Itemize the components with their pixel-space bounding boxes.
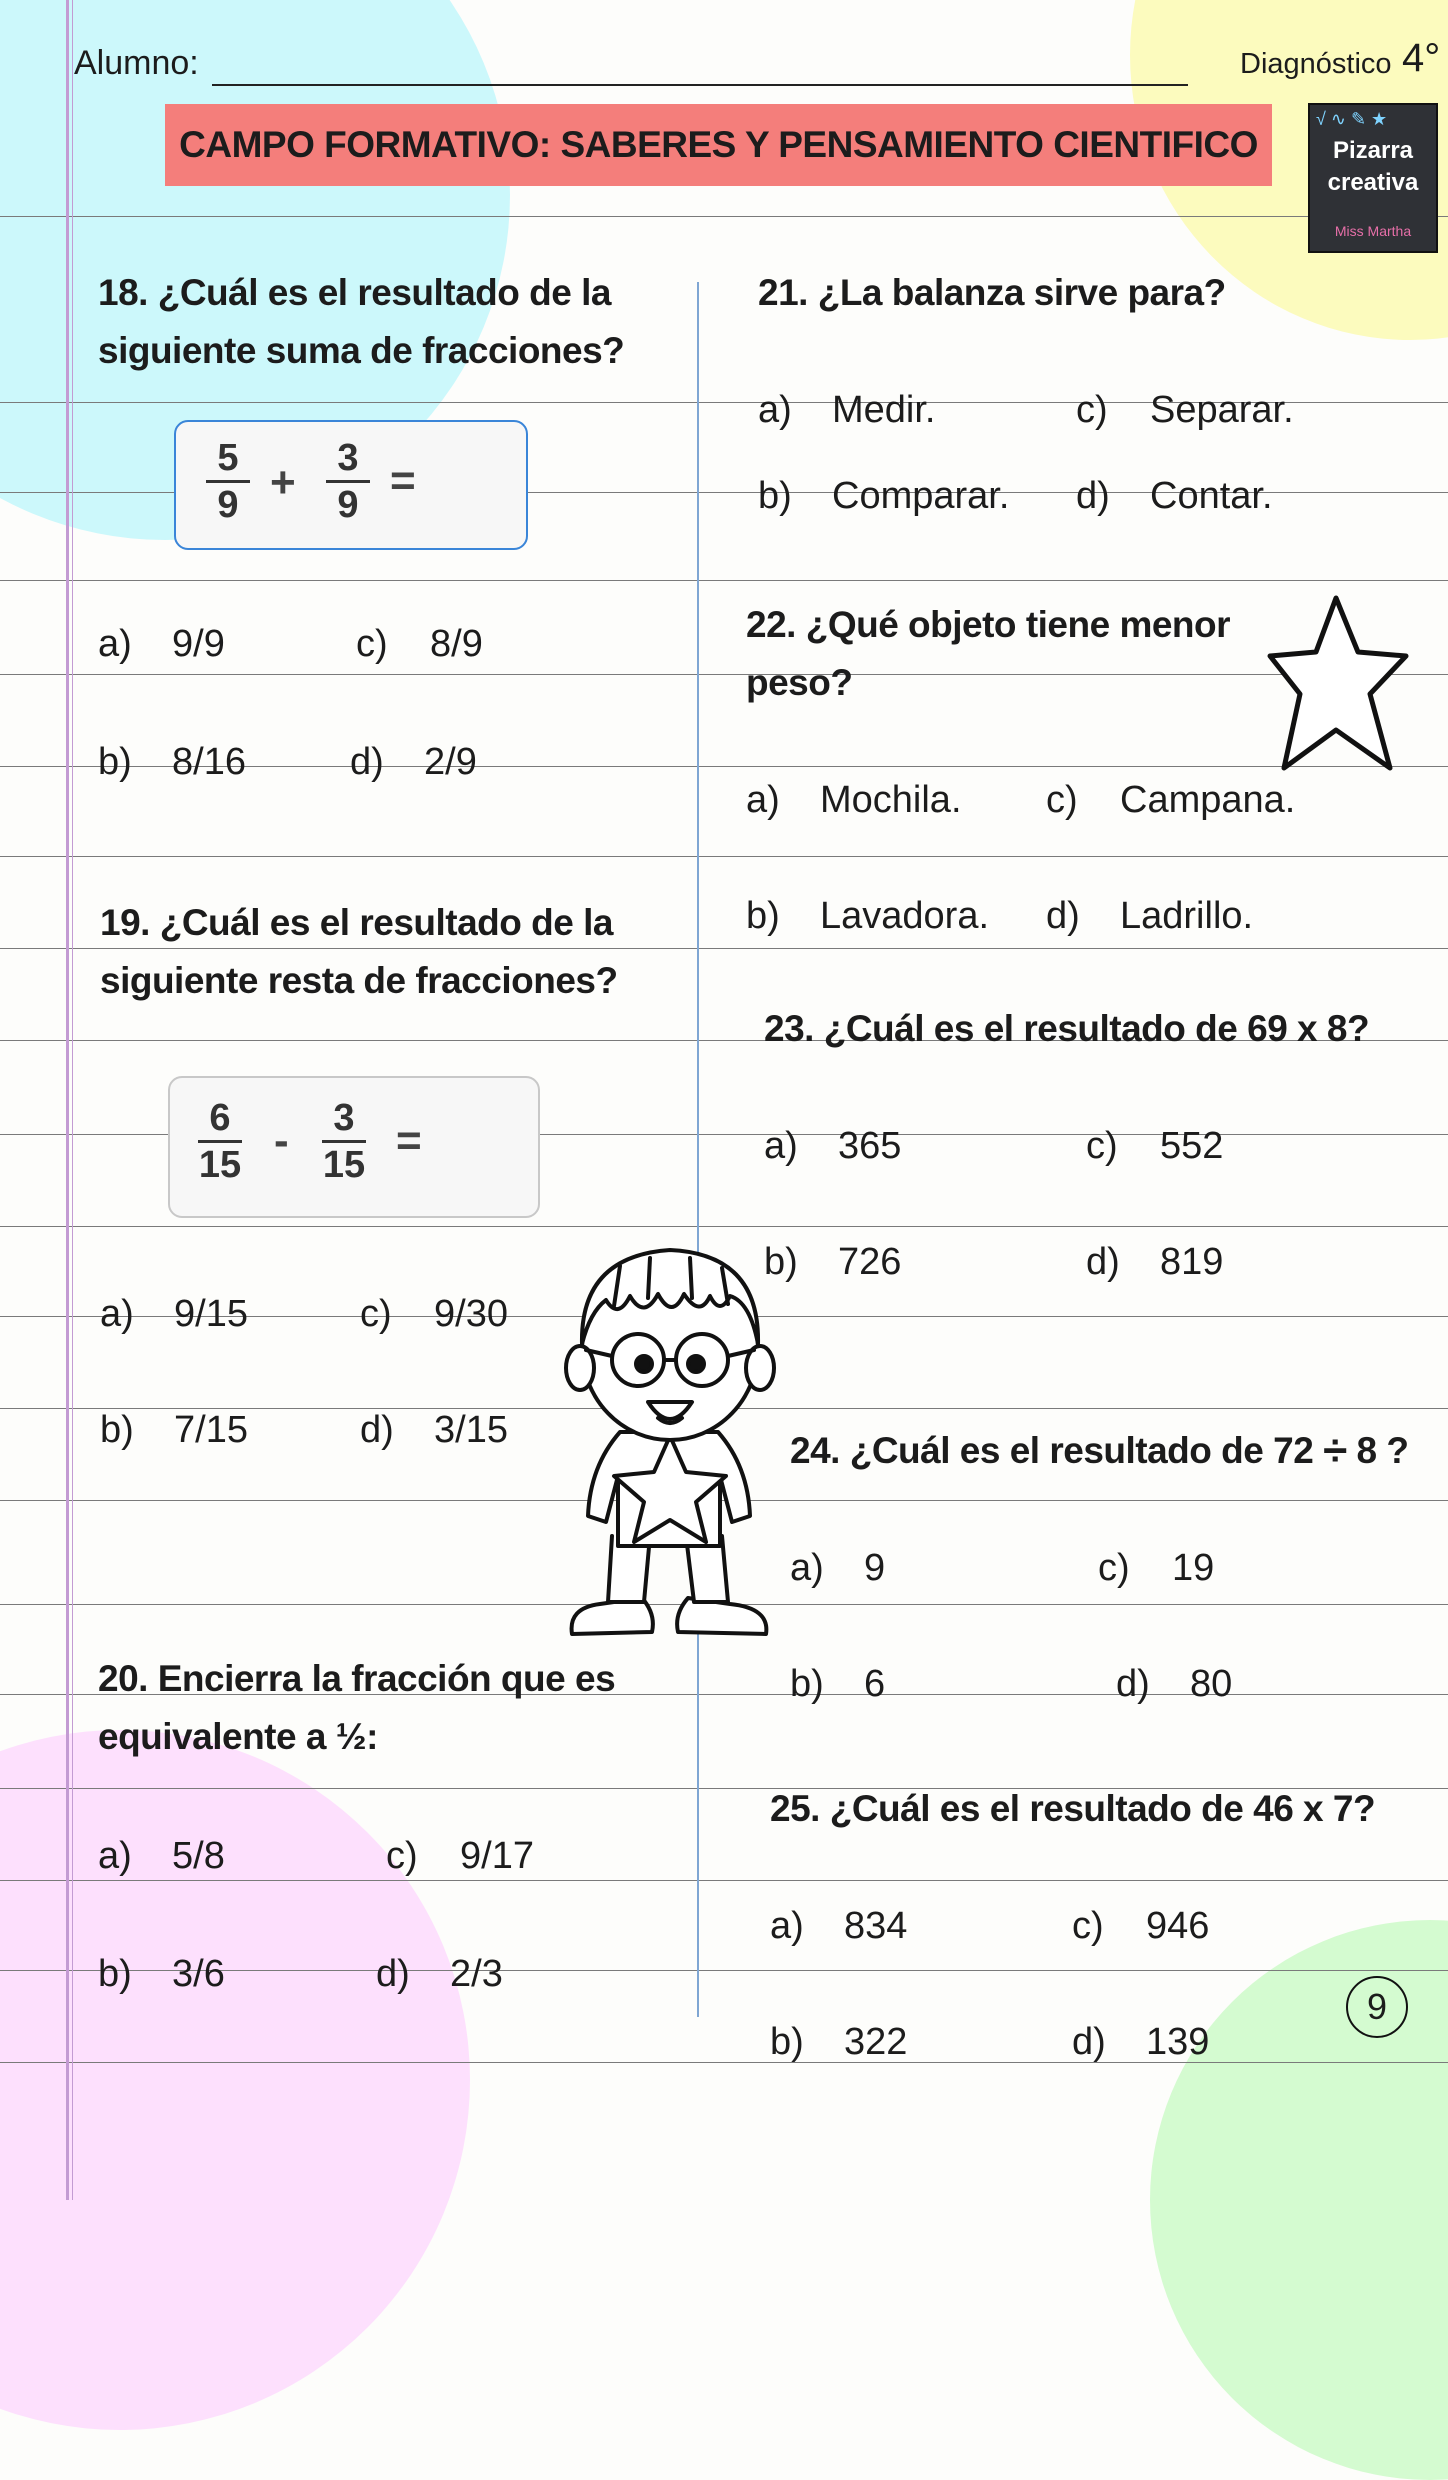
q21-option-c[interactable]: c) Separar. — [1076, 389, 1294, 431]
fraction-3-9: 3 9 — [320, 436, 376, 527]
q22-option-b[interactable]: b) Lavadora. — [746, 895, 990, 937]
q20-option-c[interactable]: c) 9/17 — [386, 1835, 534, 1877]
q25-option-a[interactable]: a) 834 — [770, 1905, 908, 1947]
diagnostic-label: Diagnóstico — [1240, 48, 1392, 80]
q25-option-c[interactable]: c) 946 — [1072, 1905, 1210, 1947]
q23-option-a[interactable]: a) 365 — [764, 1125, 902, 1167]
question-20: 20. Encierra la fracción que es equivalente a ½: — [98, 1658, 616, 1757]
q22-option-c[interactable]: c) Campana. — [1046, 779, 1296, 821]
logo-text-1: Pizarra — [1332, 137, 1414, 164]
equals-sign: = — [390, 456, 416, 505]
q24-option-a[interactable]: a) 9 — [790, 1547, 886, 1589]
q21-option-d[interactable]: d) Contar. — [1076, 475, 1273, 517]
minus-sign: - — [274, 1116, 289, 1165]
question-21: 21. ¿La balanza sirve para? — [758, 272, 1226, 313]
q19-option-a[interactable]: a) 9/15 — [100, 1293, 248, 1335]
q21-option-a[interactable]: a) Medir. — [758, 389, 936, 431]
question-22: 22. ¿Qué objeto tiene menor peso? — [746, 604, 1231, 703]
title-banner — [165, 104, 1272, 186]
plus-sign: + — [270, 458, 296, 507]
student-label: Alumno: — [74, 44, 199, 82]
q18-option-a[interactable]: a) 9/9 — [98, 623, 225, 665]
q23-option-c[interactable]: c) 552 — [1086, 1125, 1224, 1167]
logo-doodles: √ ∿ ✎ ★ — [1316, 109, 1388, 129]
q24-option-d[interactable]: d) 80 — [1116, 1663, 1233, 1705]
question-23: 23. ¿Cuál es el resultado de 69 x 8? — [764, 1008, 1370, 1049]
q20-option-b[interactable]: b) 3/6 — [98, 1953, 225, 1995]
q18-option-b[interactable]: b) 8/16 — [98, 741, 246, 783]
pizarra-creativa-logo — [1308, 103, 1438, 253]
question-25: 25. ¿Cuál es el resultado de 46 x 7? — [770, 1788, 1376, 1829]
q23-option-b[interactable]: b) 726 — [764, 1241, 902, 1283]
page-title: CAMPO FORMATIVO: SABERES Y PENSAMIENTO CIENTIFICO — [179, 124, 1258, 165]
q19-option-c[interactable]: c) 9/30 — [360, 1293, 508, 1335]
division-sign-icon: ÷ — [1323, 1426, 1347, 1475]
question-19: 19. ¿Cuál es el resultado de la siguiente resta de fracciones? — [100, 902, 618, 1001]
fraction-5-9: 5 9 — [200, 436, 256, 527]
q22-option-a[interactable]: a) Mochila. — [746, 779, 962, 821]
q18-option-c[interactable]: c) 8/9 — [356, 623, 483, 665]
q24-option-b[interactable]: b) 6 — [790, 1663, 886, 1705]
grade-label: 4° — [1402, 36, 1441, 80]
q20-option-d[interactable]: d) 2/3 — [376, 1953, 503, 1995]
logo-text-3: Miss Martha — [1334, 223, 1412, 239]
kid-holding-star-illustration — [560, 1236, 780, 1652]
student-name-field[interactable] — [212, 84, 1188, 86]
notebook-margin-line — [66, 0, 69, 2200]
fraction-difference-box — [168, 1076, 540, 1218]
q23-option-d[interactable]: d) 819 — [1086, 1241, 1224, 1283]
q21-option-b[interactable]: b) Comparar. — [758, 475, 1010, 517]
q18-option-d[interactable]: d) 2/9 — [350, 741, 477, 783]
q25-option-b[interactable]: b) 322 — [770, 2021, 908, 2063]
fraction-sum-box — [174, 420, 528, 550]
q19-option-b[interactable]: b) 7/15 — [100, 1409, 248, 1451]
q20-option-a[interactable]: a) 5/8 — [98, 1835, 225, 1877]
notebook-margin-line-2 — [72, 0, 73, 2200]
q22-option-d[interactable]: d) Ladrillo. — [1046, 895, 1254, 937]
q19-option-d[interactable]: d) 3/15 — [360, 1409, 508, 1451]
question-24: 24. ¿Cuál es el resultado de 72 ÷ 8 ? — [790, 1426, 1409, 1475]
question-18: 18. ¿Cuál es el resultado de la siguiente suma de fracciones? — [98, 272, 625, 371]
column-divider — [697, 282, 699, 2017]
star-icon — [1266, 590, 1412, 778]
q25-option-d[interactable]: d) 139 — [1072, 2021, 1210, 2063]
fraction-3-15: 3 15 — [322, 1097, 366, 1186]
logo-text-2: creativa — [1327, 169, 1419, 196]
equals-sign-2: = — [396, 1116, 422, 1165]
fraction-6-15: 6 15 — [198, 1097, 242, 1186]
page-number: 9 — [1346, 1976, 1408, 2038]
q24-option-c[interactable]: c) 19 — [1098, 1547, 1215, 1589]
